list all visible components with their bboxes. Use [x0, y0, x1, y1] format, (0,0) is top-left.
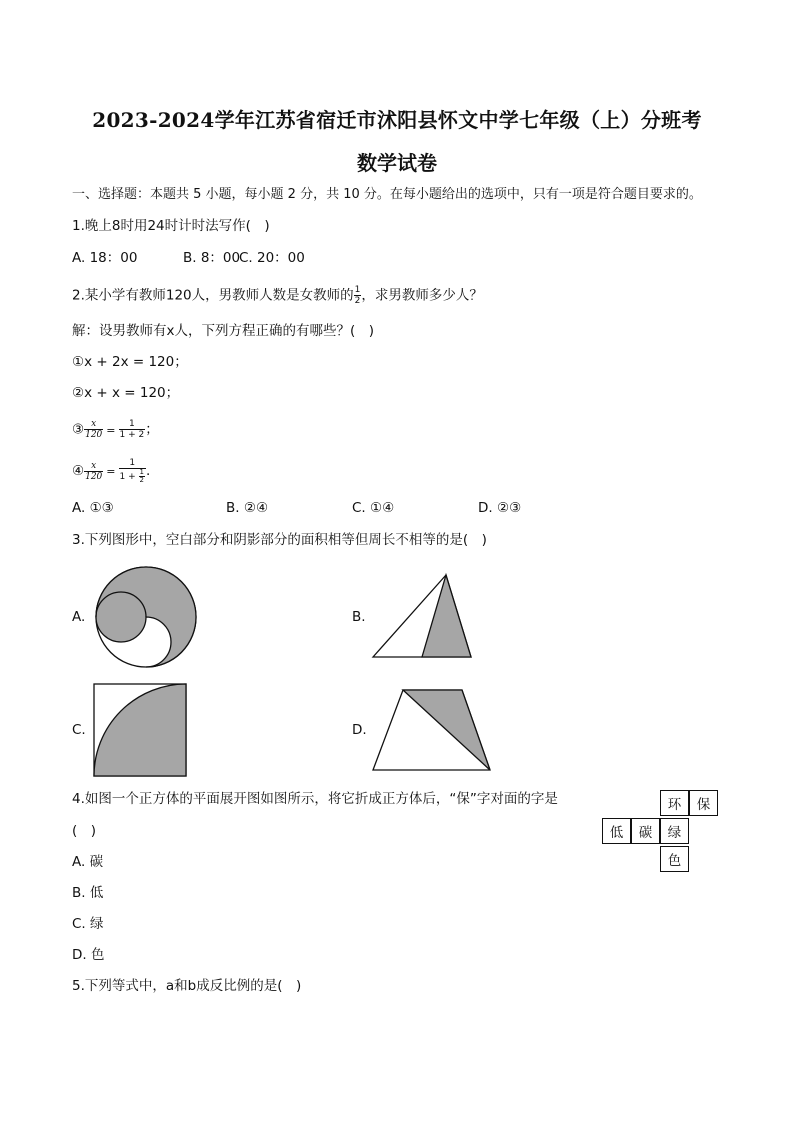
- net-cell-tan: 碳: [631, 818, 660, 844]
- q3-figure-a-yinyang: [92, 563, 200, 671]
- net-cell-di: 低: [602, 818, 631, 844]
- equals-sign: =: [106, 423, 116, 437]
- eq4-lhs: [84, 461, 103, 482]
- eq3-end: ；: [145, 421, 159, 438]
- q4-option-b: B. 低: [72, 885, 104, 901]
- q1-stem: 1.晚上8时用24时计时法写作( ): [72, 218, 270, 234]
- q2-option-c: C. ①④: [352, 500, 395, 516]
- q2-equation-4: [72, 458, 150, 484]
- q3-label-c: C.: [72, 722, 86, 738]
- q2-stem: [72, 285, 483, 306]
- q2-option-a: A. ①③: [72, 500, 114, 516]
- q4-option-d: D. 色: [72, 947, 105, 963]
- q3-label-b: B.: [352, 609, 366, 625]
- eq4-lhs-num: x: [84, 461, 103, 472]
- nested-num: 1: [139, 468, 144, 476]
- q2-equation-3: [72, 419, 159, 440]
- exam-subtitle: 数学试卷: [357, 151, 437, 175]
- eq4-rhs-num: 1: [119, 458, 146, 469]
- q2-option-b: B. ②④: [226, 500, 269, 516]
- eq3-rhs: [119, 419, 146, 440]
- q3-figure-c-square-quarter: [92, 682, 189, 779]
- q1-option-a: A. 18：00: [72, 250, 138, 266]
- q2-solve-line: 解：设男教师有x人，下列方程正确的有哪些？( ): [72, 323, 375, 339]
- eq3-lhs-den: 120: [85, 430, 103, 440]
- eq4-rhs-den-pre: 1 +: [119, 472, 139, 482]
- q1-option-c: C. 20：00: [239, 250, 305, 266]
- eq3-lhs-num: x: [84, 419, 103, 430]
- q2-stem-pre: 2.某小学有教师120人，男教师人数是女教师的: [72, 287, 354, 304]
- q3-figure-b-triangle: [370, 572, 475, 661]
- net-cell-lv: 绿: [660, 818, 689, 844]
- net-cell-huan: 环: [660, 790, 689, 816]
- fraction-denominator: 2: [354, 296, 361, 306]
- q2-option-d: D. ②③: [478, 500, 522, 516]
- eq3-rhs-den: 1 + 2: [119, 430, 145, 440]
- fraction-numerator: 1: [354, 285, 361, 295]
- q4-option-a: A. 碳: [72, 854, 104, 870]
- eq4-lhs-den: 120: [85, 471, 103, 482]
- q4-paren: ( ): [72, 823, 97, 839]
- q3-label-a: A.: [72, 609, 86, 625]
- eq4-label: ④: [72, 463, 85, 479]
- net-cell-se: 色: [660, 846, 689, 872]
- net-cell-bao: 保: [689, 790, 718, 816]
- q4-option-c: C. 绿: [72, 916, 104, 932]
- nested-den: 2: [139, 476, 144, 484]
- eq3-lhs: [84, 419, 103, 440]
- q5-stem: 5.下列等式中，a和b成反比例的是( ): [72, 978, 302, 994]
- equals-sign: =: [106, 465, 116, 478]
- q2-stem-post: ，求男教师多少人？: [361, 287, 483, 304]
- section-heading: 一、选择题：本题共 5 小题，每小题 2 分，共 10 分。在每小题给出的选项中，只有一项是符合题目要求的。: [72, 187, 702, 202]
- q2-equation-1: ①x + 2x = 120；: [72, 354, 188, 370]
- eq4-rhs: [119, 458, 146, 484]
- eq4-rhs-den: [119, 469, 146, 484]
- q3-label-d: D.: [352, 722, 367, 738]
- q3-figure-d-trapezoid: [370, 687, 494, 773]
- eq3-label: ③: [72, 421, 85, 438]
- exam-title: 2023-2024学年江苏省宿迁市沭阳县怀文中学七年级（上）分班考: [92, 108, 702, 132]
- q1-option-b: B. 8：00: [183, 250, 241, 266]
- q2-equation-2: ②x + x = 120；: [72, 385, 180, 401]
- eq4-nested-fraction: [139, 469, 145, 484]
- eq4-end: .: [145, 463, 151, 479]
- eq3-rhs-num: 1: [119, 419, 146, 430]
- q3-stem: 3.下列图形中，空白部分和阴影部分的面积相等但周长不相等的是( ): [72, 532, 487, 548]
- cube-net: [602, 790, 732, 880]
- q4-stem: 4.如图一个正方体的平面展开图如图所示，将它折成正方体后，“保”字对面的字是: [72, 791, 558, 807]
